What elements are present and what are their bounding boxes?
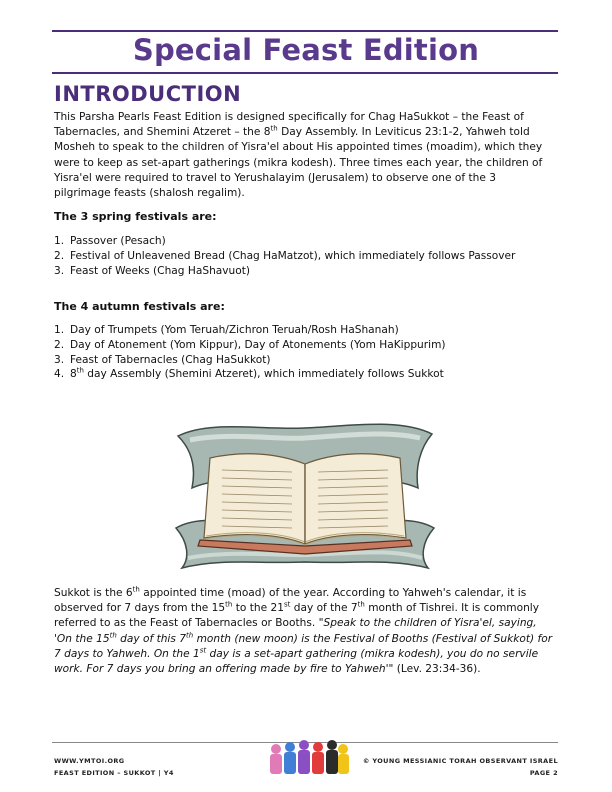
page-number: PAGE 2 <box>529 769 558 777</box>
top-rule <box>52 30 558 32</box>
intro-text-b: Day Assembly. In Leviticus 23:1-2, Yahweh told Mosheh to speak to the children of Yisra'el about His appointed times (moadim), which they were to keep as set-apart gatherings (mikra kodesh). Three times each year, the children of Yisra'el were required to travel to Yerushalayim (Jerusalem) to observe one of the 3 pilgrimage feasts (shalosh regalim). <box>54 126 543 200</box>
intro-sup: th <box>270 124 278 133</box>
list-item: 3. Feast of Tabernacles (Chag HaSukkot) <box>54 353 271 366</box>
autumn-list <box>54 323 446 382</box>
list-item: 2. Festival of Unleavened Bread (Chag HaMatzot), which immediately follows Passover <box>54 249 516 262</box>
footer-copyright: © YOUNG MESSIANIC TORAH OBSERVANT ISRAEL <box>362 757 558 765</box>
list-item: 2. Day of Atonement (Yom Kippur), Day of Atonements (Yom HaKippurim) <box>54 338 446 351</box>
open-book-illustration <box>170 418 440 573</box>
list-item: 1. Passover (Pesach) <box>54 235 166 247</box>
kids-logo-icon <box>268 740 350 776</box>
intro-text-a: This Parsha Pearls Feast Edition is designed specifically for Chag HaSukkot – the Feast of Tabernacles, and Shemini Atzeret – the 8 <box>54 111 524 139</box>
page-title: Special Feast Edition <box>132 33 480 67</box>
footer-edition: FEAST EDITION – SUKKOT | Y4 <box>54 769 174 777</box>
sukkot-paragraph: Sukkot is the 6th appointed time (moad) of the year. According to Yahweh's calendar, it is observed for 7 days from the 15th to the 21st day of the 7th month of Tishrei. It is commonly referred to as the Feast of Tabernacles or Booths. "Speak to the children of Yisra'el, saying, 'On the 15th day of this 7th month (new moon) is the Festival of Booths (Festival of Sukkot) for 7 days to Yahweh. On the 1st day is a set-apart gathering (mikra kodesh), you do no servile work. For 7 days you bring an offering made by fire to Yahweh'" (Lev. 23:34-36). <box>54 585 553 676</box>
list-item: 3. Feast of Weeks (Chag HaShavuot) <box>54 264 251 277</box>
autumn-label: The 4 autumn festivals are: <box>54 300 225 313</box>
intro-paragraph <box>54 110 554 201</box>
list-item: 1. Day of Trumpets (Yom Teruah/Zichron Teruah/Rosh HaShanah) <box>54 324 399 336</box>
spring-label: The 3 spring festivals are: <box>54 210 217 223</box>
section-heading: INTRODUCTION <box>54 82 242 106</box>
footer-site[interactable]: WWW.YMTOI.ORG <box>54 757 125 765</box>
spring-list <box>54 234 515 278</box>
title-underline <box>52 72 558 74</box>
list-item: 4. 8th day Assembly (Shemini Atzeret), which immediately follows Sukkot <box>54 366 444 381</box>
